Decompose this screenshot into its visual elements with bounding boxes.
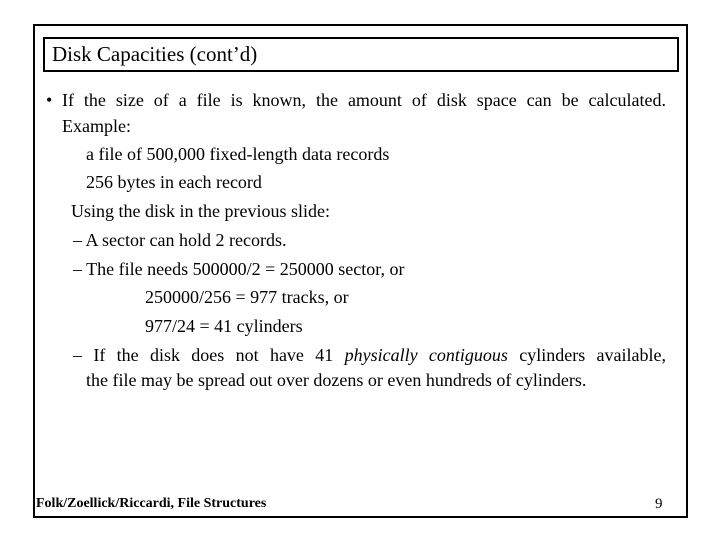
bullet-symbol: • (46, 90, 53, 110)
body-line-8: 250000/256 = 977 tracks, or (145, 287, 349, 307)
page-number: 9 (655, 496, 663, 512)
body-line-10-italic: physically contiguous (344, 345, 508, 365)
footer-source: Folk/Zoellick/Riccardi, File Structures (36, 496, 267, 511)
body-line-7: – The file needs 500000/2 = 250000 sector, or (73, 259, 405, 279)
body-line-10-start: – If the disk does not have 41 (73, 345, 345, 365)
body-line-11: the file may be spread out over dozens or even hundreds of cylinders. (86, 370, 587, 390)
body-line-10-end: cylinders available, (507, 345, 666, 365)
body-line-4: 256 bytes in each record (86, 172, 262, 192)
body-line-3: a file of 500,000 fixed-length data records (86, 144, 390, 164)
body-line-6: – A sector can hold 2 records. (73, 230, 287, 250)
body-line-1: If the size of a file is known, the amount of disk space can be calculated. (62, 90, 666, 110)
body-line-10 (73, 344, 666, 366)
body-line-2: Example: (62, 116, 131, 136)
body-line-5: Using the disk in the previous slide: (71, 201, 330, 221)
body-line-9: 977/24 = 41 cylinders (145, 316, 303, 336)
slide-title: Disk Capacities (cont’d) (52, 42, 258, 66)
